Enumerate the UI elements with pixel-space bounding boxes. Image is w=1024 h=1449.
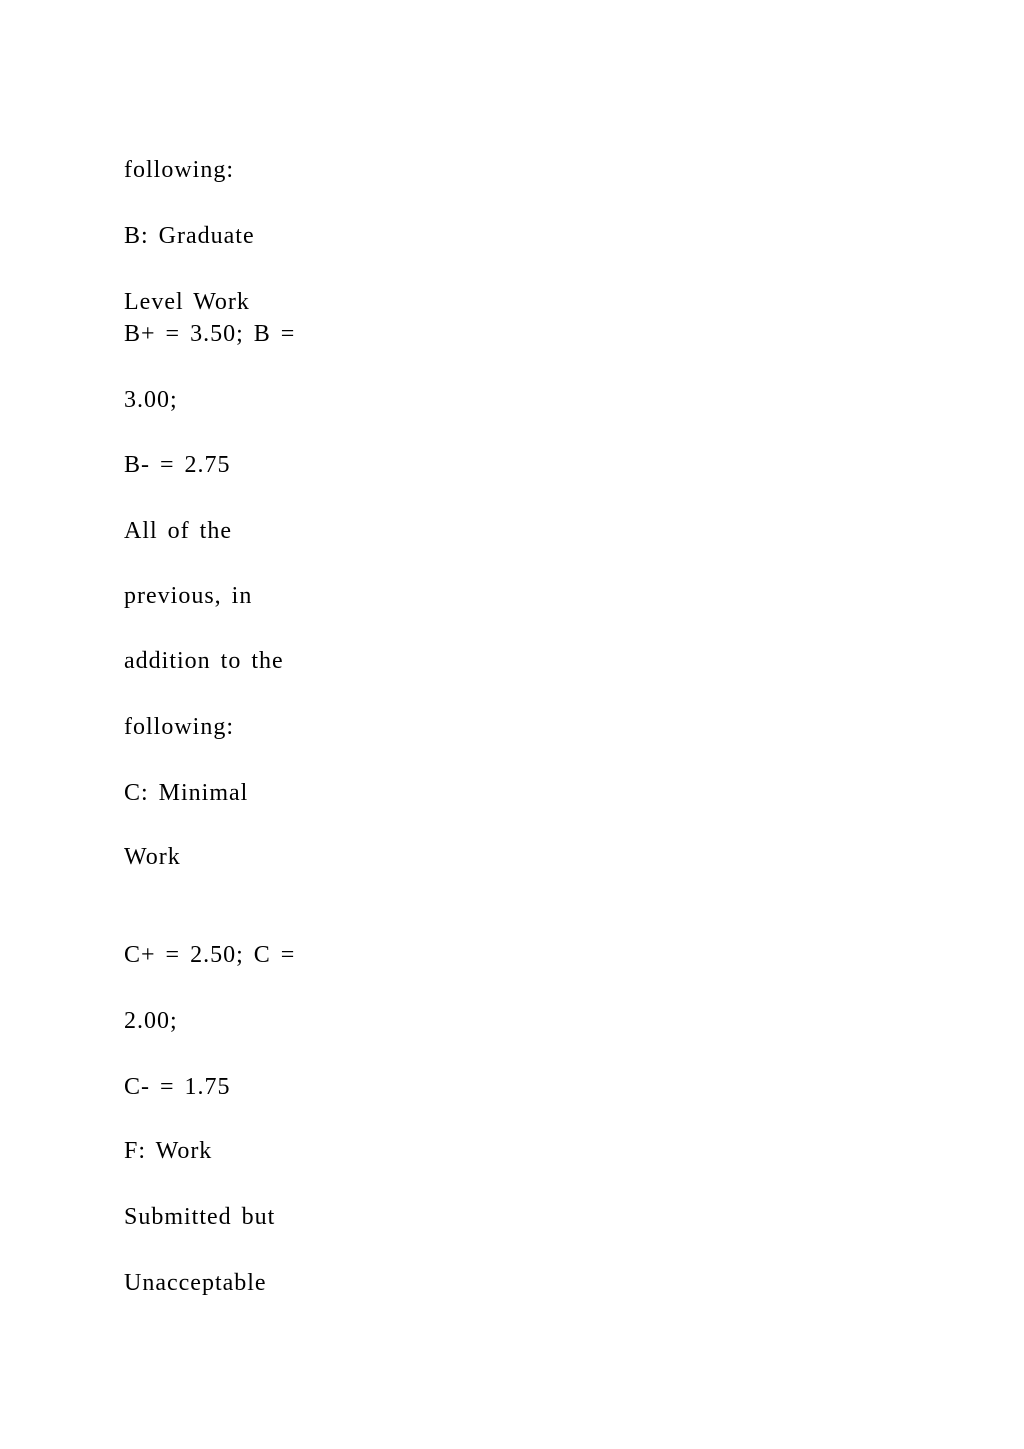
text-line: C- = 1.75 <box>124 1074 231 1100</box>
text-line: B+ = 3.50; B = <box>124 321 296 347</box>
text-line: B: Graduate <box>124 223 255 249</box>
text-line: following: <box>124 714 234 740</box>
text-line: Submitted but <box>124 1204 276 1230</box>
text-line: Work <box>124 844 181 870</box>
text-line: Unacceptable <box>124 1270 267 1296</box>
text-line: following: <box>124 157 234 183</box>
text-line: C+ = 2.50; C = <box>124 942 296 968</box>
text-line: previous, in <box>124 583 253 609</box>
text-line: B- = 2.75 <box>124 452 231 478</box>
text-line: 2.00; <box>124 1008 178 1034</box>
text-line: 3.00; <box>124 387 178 413</box>
text-line: All of the <box>124 518 232 544</box>
text-line: addition to the <box>124 648 284 674</box>
text-line: F: Work <box>124 1138 213 1164</box>
text-line: Level Work <box>124 289 250 315</box>
text-line: C: Minimal <box>124 780 249 806</box>
